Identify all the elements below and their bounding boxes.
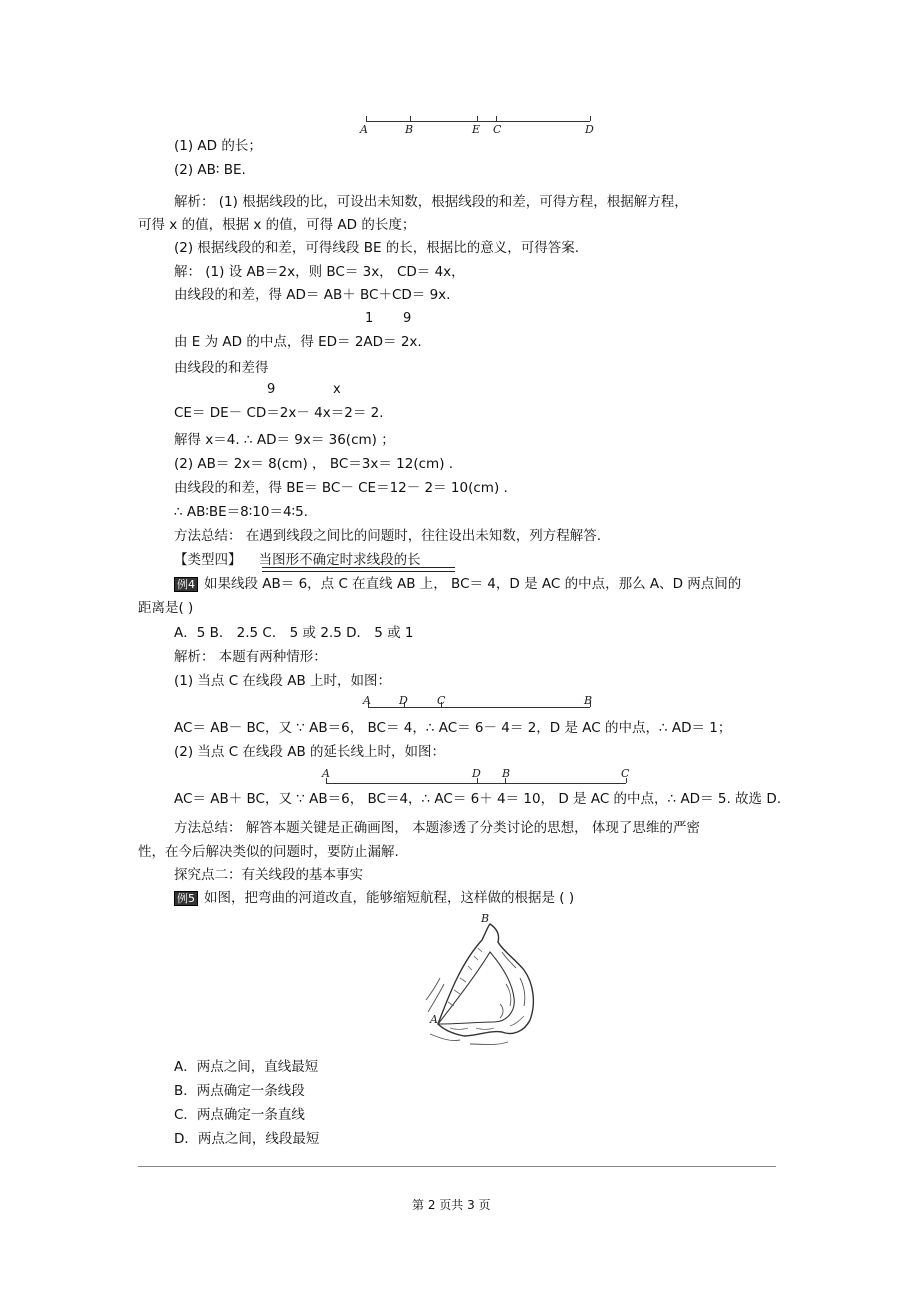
solution-line-4: 由线段的和差得 (174, 360, 269, 376)
exploration-point-2: 探究点二：有关线段的基本事实 (174, 867, 363, 883)
example-4-options: A．5 B． 2.5 C． 5 或 2.5 D． 5 或 1 (174, 625, 414, 641)
method-summary-2b: 性，在今后解决类似的问题时，要防止漏解. (138, 844, 399, 860)
point-label-d: D (472, 767, 481, 780)
point-label-c: C (437, 694, 446, 707)
river-label-b: B (481, 912, 490, 925)
solution-line-7: (2) AB＝ 2x＝ 8(cm) ， BC＝3x＝ 12(cm) . (174, 456, 454, 472)
fraction-1-numerator: 1 (365, 311, 374, 326)
example-4-line-1 (174, 575, 741, 593)
type-4-tag: 【类型四】 (174, 552, 242, 568)
example-5 (174, 889, 574, 907)
case-2-equation: AC＝ AB＋ BC，又 ∵ AB＝6， BC＝4，∴ AC＝ 6＋ 4＝ 10， D 是 AC 的中点，∴ AD＝ 5. 故选 D. (174, 791, 782, 807)
example-5-text: 如图，把弯曲的河道改直，能够缩短航程，这样做的根据是 ( ) (204, 890, 575, 906)
method-summary-2a: 方法总结： 解答本题关键是正确画图， 本题渗透了分类讨论的思想， 体现了思维的严密 (174, 820, 700, 836)
point-label-b: B (405, 123, 414, 136)
case-1-equation: AC＝ AB－ BC，又 ∵ AB＝6， BC＝ 4，∴ AC＝ 6－ 4＝ 2，D 是 AC 的中点，∴ AD＝ 1； (174, 720, 732, 736)
river-label-a: A (430, 1013, 438, 1026)
type-4-title-underline (262, 567, 455, 572)
fraction-2-numerator: 9 (403, 311, 412, 326)
fraction-4-numerator: x (333, 382, 341, 397)
option-d: D．两点之间，线段最短 (174, 1131, 320, 1147)
example-4-text: 如果线段 AB＝ 6，点 C 在直线 AB 上， BC＝ 4，D 是 AC 的中点，那么 A、D 两点间的 (204, 576, 742, 592)
analysis-4: 解析： 本题有两种情形： (174, 649, 327, 665)
footer-divider (138, 1166, 776, 1167)
case-1-title: (1) 当点 C 在线段 AB 上时，如图： (174, 673, 392, 689)
river-drawing (420, 912, 540, 1052)
point-label-b: B (584, 694, 593, 707)
fraction-3-numerator: 9 (267, 382, 276, 397)
point-label-b: B (502, 767, 511, 780)
option-c: C．两点确定一条直线 (174, 1107, 305, 1123)
solution-line-5: CE＝ DE－ CD＝2x－ 4x＝2＝ 2. (174, 405, 384, 421)
point-label-d: D (585, 123, 594, 136)
method-summary-1: 方法总结： 在遇到线段之间比的问题时，往往设出未知数，列方程解答. (174, 528, 602, 544)
question-2: (2) AB∶ BE. (174, 162, 246, 178)
point-label-a: A (363, 694, 371, 707)
solution-line-9: ∴ AB∶BE＝8∶10＝4∶5. (174, 504, 308, 520)
point-label-a: A (322, 767, 330, 780)
point-label-e: E (472, 123, 481, 136)
point-label-c: C (493, 123, 502, 136)
analysis-line-2: 可得 x 的值，根据 x 的值，可得 AD 的长度； (138, 217, 416, 233)
case-2-title: (2) 当点 C 在线段 AB 的延长线上时，如图： (174, 744, 446, 760)
example-4-badge: 例4 (174, 577, 198, 592)
point-label-a: A (360, 123, 368, 136)
example-5-badge: 例5 (174, 891, 198, 906)
solution-line-2: 由线段的和差，得 AD＝ AB＋ BC＋CD＝ 9x. (174, 287, 451, 303)
point-label-c: C (621, 767, 630, 780)
solution-line-3: 由 E 为 AD 的中点，得 ED＝ 2AD＝ 2x. (174, 334, 422, 350)
solution-line-1: 解： (1) 设 AB＝2x，则 BC＝ 3x， CD＝ 4x， (174, 264, 465, 280)
analysis-line-1: 解析： (1) 根据线段的比，可设出未知数，根据线段的和差，可得方程，根据解方程， (174, 194, 688, 210)
solution-line-8: 由线段的和差，得 BE＝ BC－ CE＝12－ 2＝ 10(cm) . (174, 480, 508, 496)
point-label-d: D (399, 694, 408, 707)
option-b: B．两点确定一条线段 (174, 1083, 305, 1099)
analysis-line-3: (2) 根据线段的和差，可得线段 BE 的长，根据比的意义，可得答案. (174, 240, 580, 256)
river-illustration (420, 912, 540, 1052)
solution-line-6: 解得 x＝4. ∴ AD＝ 9x＝ 36(cm) ； (174, 432, 395, 448)
type-4-title: 当图形不确定时求线段的长 (258, 552, 421, 568)
question-1: (1) AD 的长； (174, 138, 262, 154)
option-a: A．两点之间，直线最短 (174, 1059, 319, 1075)
page-number: 第 2 页共 3 页 (412, 1198, 491, 1212)
example-4-line-2: 距离是( ) (138, 600, 194, 616)
